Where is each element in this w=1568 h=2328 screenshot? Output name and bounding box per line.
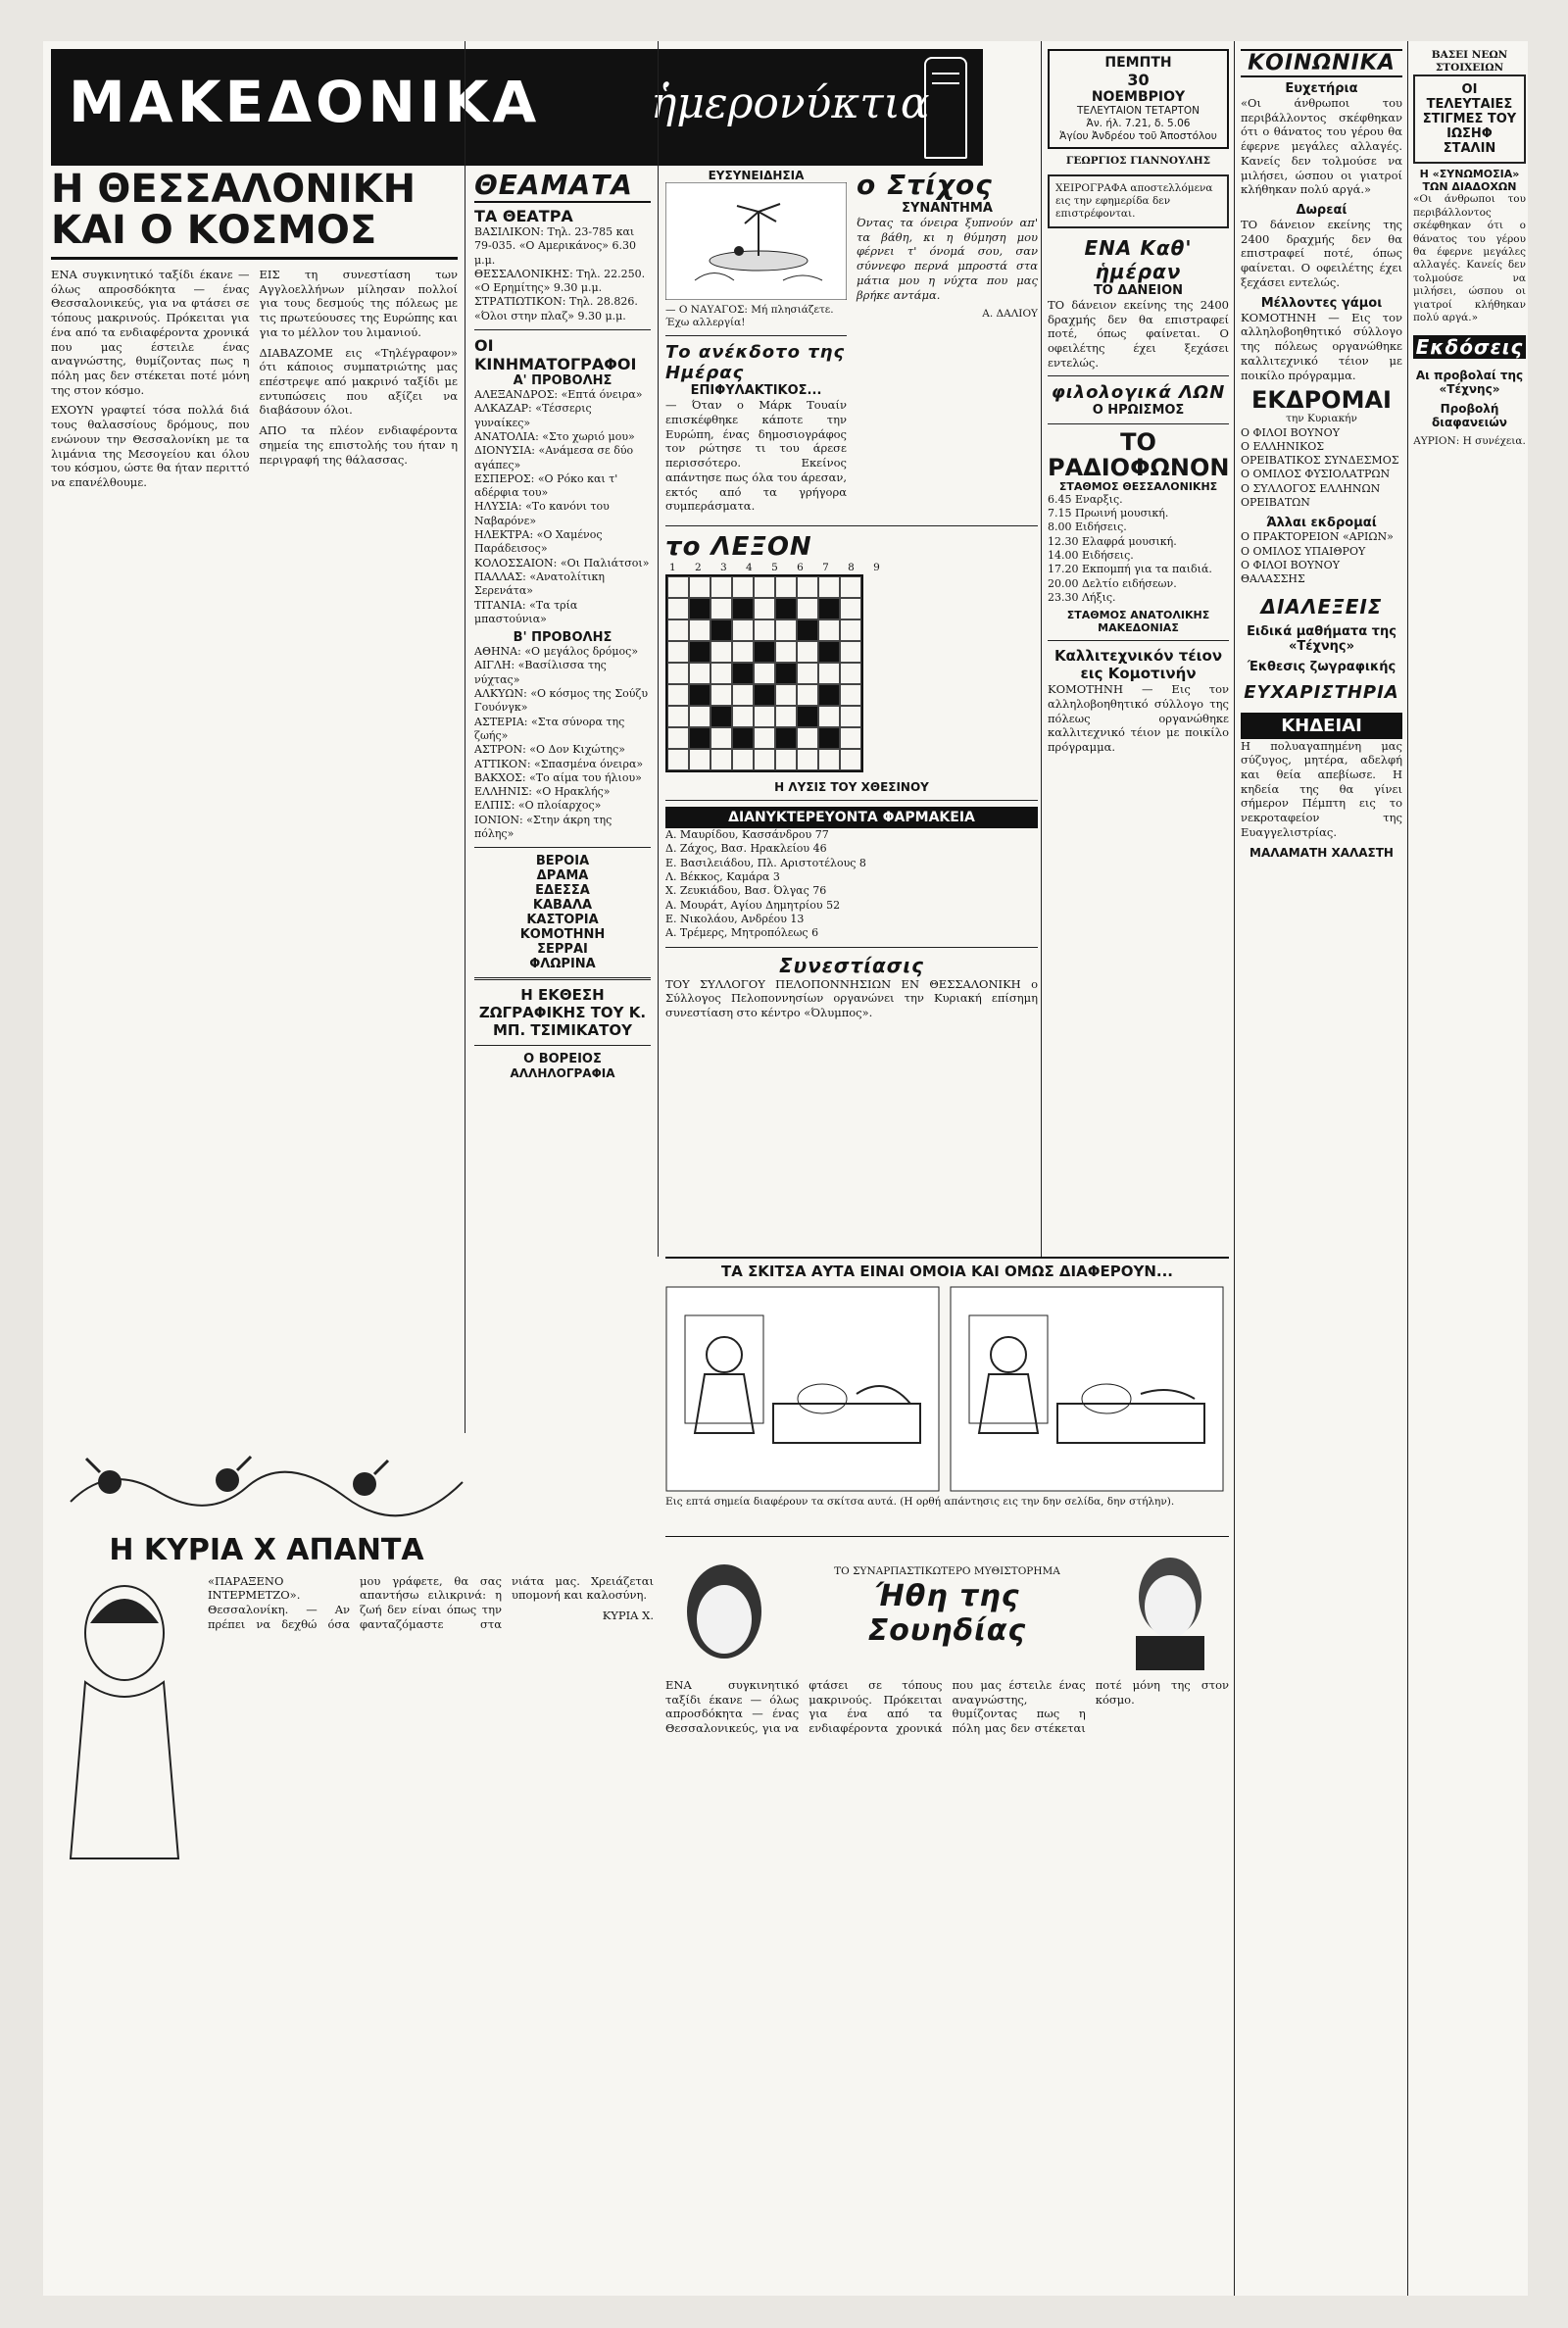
lead-column xyxy=(51,169,458,1433)
lead-headline: Η ΘΕΣΣΑΛΟΝΙΚΗ ΚΑΙ Ο ΚΟΣΜΟΣ xyxy=(51,169,458,260)
theatre-listing: ΣΤΡΑΤΙΩΤΙΚΟΝ: Τηλ. 28.826. «Όλοι στην πλαζ» 9.30 μ.μ. xyxy=(474,295,638,322)
filologika-title: φιλολογικά ΛΩΝ xyxy=(1051,382,1226,404)
masthead xyxy=(51,49,983,166)
castaway-cartoon xyxy=(665,182,847,300)
cinema-listing: ΑΣΤΕΡΙΑ: «Στα σύνορα της ζωής» xyxy=(474,715,625,742)
region-title: ΒΕΡΟΙΑ xyxy=(535,854,590,869)
ekdromai-title: ΕΚΔΡΟΜΑΙ xyxy=(1251,386,1392,415)
kyriaki-title: την Κυριακήν xyxy=(1286,413,1357,425)
radio-time: 23.30 Λήξις. xyxy=(1048,590,1116,604)
dialekseis-title: ΔΙΑΛΕΞΕΙΣ xyxy=(1260,594,1383,619)
ekdromi-item: Ο ΦΙΛΟΙ ΒΟΥΝΟΥ xyxy=(1241,425,1340,439)
pharmacy-item: Ε. Νικολάου, Ανδρέου 13 xyxy=(665,912,805,925)
malamati-name: ΜΑΛΑΜΑΤΗ ΧΑΛΑΣΤΗ xyxy=(1250,845,1394,860)
stixos-title: ο Στίχος xyxy=(857,169,993,201)
exhibition-title: Η ΕΚΘΕΣΗ ΖΩΓΡΑΦΙΚΗΣ ΤΟΥ Κ. ΜΠ. ΤΣΙΜΙΚΑΤΟΥ xyxy=(478,986,647,1040)
koinonika-column xyxy=(1241,49,1402,2284)
column-rule xyxy=(465,41,466,1433)
koinonika-text: ΚΟΜΟΤΗΝΗ — Εις τον αλληλοβοηθητικό σύλλογο της πόλεως οργανώθηκε καλλιτεχνικό τέιον με ποικίλο πρόγραμμα. xyxy=(1241,310,1402,382)
anekdoto-title: Το ανέκδοτο της Ημέρας xyxy=(665,342,846,384)
koinonika-title: ΚΟΙΝΩΝΙΚΑ xyxy=(1241,49,1402,77)
borios-title: Ο ΒΟΡΕΙΟΣ xyxy=(523,1052,602,1067)
sunrise-sunset: Άν. ήλ. 7.21, δ. 5.06 xyxy=(1086,118,1191,130)
lunar-phase: ΤΕΛΕΥΤΑΙΟΝ ΤΕΤΑΡΤΟΝ xyxy=(1077,105,1200,117)
stixos-subtitle: ΣΥΝΑΝΤΗΜΑ xyxy=(902,201,993,216)
white-tower-icon xyxy=(924,57,967,159)
radio-station: ΣΤΑΘΜΟΣ ΘΕΣΣΑΛΟΝΙΚΗΣ xyxy=(1058,479,1218,493)
cinema-listing: ΑΝΑΤΟΛΙΑ: «Στο χωριό μου» xyxy=(474,429,635,443)
koinonika-text: ΤΟ δάνειον εκείνης της 2400 δραχμής δεν θα επιστραφεί ποτέ, όπως φαίνεται. Ο οφειλέτης έχει ξεχάσει εντελώς. xyxy=(1241,218,1402,289)
allilografia-title: ΑΛΛΗΛΟΓΡΑΦΙΑ xyxy=(510,1066,615,1081)
cinema-listing: ΔΙΟΝΥΣΙΑ: «Ανάμεσα σε δύο αγάπες» xyxy=(474,444,634,471)
pharmacy-item: Λ. Βέκκος, Καμάρα 3 xyxy=(665,870,780,884)
eyxetiria-title: Ευχετήρια xyxy=(1285,81,1358,96)
masthead-title: ΜΑΚΕΔΟΝΙΚΑ xyxy=(69,69,541,135)
column-rule xyxy=(1041,41,1042,1257)
ekdromi-item: Ο ΕΛΛΗΝΙΚΟΣ ΟΡΕΙΒΑΤΙΚΟΣ ΣΥΝΔΕΣΜΟΣ xyxy=(1241,439,1399,468)
cinema-listing: ΕΣΠΕΡΟΣ: «Ο Ρόκο και τ' αδέρφια του» xyxy=(474,471,618,500)
masthead-script: ἡμερονύκτια xyxy=(651,78,930,128)
theamata-column xyxy=(474,169,651,1433)
region-title: ΚΟΜΟΤΗΝΗ xyxy=(519,927,606,943)
lead-paragraph: ΔΙΑΒΑΖΟΜΕ εις «Τηλέγραφον» ότι κάποιος συμπατριώτης μας επέστρεψε από μακρινό ταξίδι με εντυπώσεις που αξίζει να διαβάσουν όλοι. xyxy=(259,345,458,418)
stixos-author: Α. ΔΑΛΙΟΥ xyxy=(982,308,1038,321)
cinema-listing: ΠΑΛΛΑΣ: «Ανατολίτικη Σερενάτα» xyxy=(474,570,605,598)
novel-section xyxy=(665,1536,1229,2287)
stalin-text: «Οι άνθρωποι του περιβάλλοντος σκέφθηκαν ότι ο θάνατος του γέρου θα έφερνε μεγάλες αλλαγές. Κανείς δεν τολμούσε να μιλήσει, ώσπου οι γιατροί κλήθηκαν πολύ αργά.» xyxy=(1413,193,1526,324)
kalitexnikon-text: ΚΟΜΟΤΗΝΗ — Εις τον αλληλοβοηθητικό σύλλογο της πόλεως οργανώθηκε καλλιτεχνικό τέιον με ποικίλο πρόγραμμα. xyxy=(1048,682,1229,755)
radio-time: 17.20 Εκπομπή για τα παιδιά. xyxy=(1048,563,1212,576)
stalin-subtitle: ΤΩΝ ΔΙΑΔΟΧΩΝ xyxy=(1422,180,1517,194)
proboli-diafaneion-title: Προβολή διαφανειών xyxy=(1432,401,1507,429)
continued-note: ΑΥΡΙΟΝ: Η συνέχεια. xyxy=(1413,434,1526,447)
novel-man-portrait xyxy=(1111,1543,1229,1670)
cinema-listing: ΤΙΤΑΝΙΑ: «Τα τρία μπαστούνια» xyxy=(474,598,578,625)
sketches-section xyxy=(665,1257,1229,1533)
radio-station: ΣΤΑΘΜΟΣ ΑΝΑΤΟΛΙΚΗΣ ΜΑΚΕΔΟΝΙΑΣ xyxy=(1066,609,1210,635)
region-title: ΦΛΩΡΙΝΑ xyxy=(529,957,596,972)
cinema-listing: ΑΘΗΝΑ: «Ο μεγάλος δρόμος» xyxy=(474,645,639,659)
pharmacy-item: Α. Μουράτ, Αγίου Δημητρίου 52 xyxy=(665,898,841,912)
cartoon-title: ΕΥΣΥΝΕΙΔΗΣΙΑ xyxy=(708,169,805,182)
cartoon-caption: — Ο ΝΑΥΑΓΟΣ: Μή πλησιάζετε. Έχω αλλεργία! xyxy=(665,304,834,329)
synestiasis-text: ΤΟΥ ΣΥΛΛΟΓΟΥ ΠΕΛΟΠΟΝΝΗΣΙΩΝ ΕΝ ΘΕΣΣΑΛΟΝΙΚΗ ο Σύλλογος Πελοποννησίων οργανώνει την Κυριακή επίσημη συνεστίαση στο κέντρο «Όλυμπος». xyxy=(665,976,1038,1019)
cinema-listing: ΙΟΝΙΟΝ: «Στην άκρη της πόλης» xyxy=(474,813,612,840)
saint-day: Ἁγίου Ἀνδρέου τοῦ Ἀποστόλου xyxy=(1059,130,1217,143)
radio-time: 14.00 Ειδήσεις. xyxy=(1048,549,1134,563)
ekdromi-item: Ο ΟΜΙΛΟΣ ΥΠΑΙΘΡΟΥ xyxy=(1241,544,1366,558)
stalin-badge: ΒΑΣΕΙ ΝΕΩΝ ΣΤΟΙΧΕΙΩΝ xyxy=(1431,49,1508,74)
region-title: ΚΑΒΑΛΑ xyxy=(532,898,593,914)
sketches-caption: Εις επτά σημεία διαφέρουν τα σκίτσα αυτά. (Η ορθή απάντησις εις την δην σελίδα, δην στήλην). xyxy=(665,1496,1175,1508)
column-rule xyxy=(658,41,659,1257)
kyria-x-text: «ΠΑΡΑΞΕΝΟ ΙΝΤΕΡΜΕΤΖΟ». Θεσσαλονίκη. — Αν πρέπει να δεχθώ όσα μου γράφετε, θα σας απαντήσω ειλικρινά: η ζωή δεν είναι όπως την φανταζόμαστε στα νιάτα μας. Χρειάζεται υπομονή και καλοσύνη. xyxy=(208,1573,654,1631)
cinema-listing: ΑΣΤΡΟΝ: «Ο Δον Κιχώτης» xyxy=(474,743,626,757)
radio-time: 20.00 Δελτίο ειδήσεων. xyxy=(1048,576,1177,590)
radio-time: 8.00 Ειδήσεις. xyxy=(1048,520,1127,534)
kalitexnikon-title: Καλλιτεχνικόν τέιον εις Κομοτινήν xyxy=(1054,647,1223,683)
theamata-title: ΘΕΑΜΑΤΑ xyxy=(474,169,651,203)
cinema-listing: ΕΛΛΗΝΙΣ: «Ο Ηρακλής» xyxy=(474,785,611,799)
first-run-title: Α' ΠΡΟΒΟΛΗΣ xyxy=(513,373,612,389)
radio-time: 12.30 Ελαφρά μουσική. xyxy=(1048,534,1177,548)
pharmacy-item: Α. Τρέμερς, Μητροπόλεως 6 xyxy=(665,926,819,940)
anekdoto-text: — Όταν ο Μάρκ Τουαίν επισκέφθηκε κάποτε την Ευρώπη, ένας δημοσιογράφος τον ρώτησε τι του άρεσε περισσότερο. Εκείνος απάντησε πως όλα του άρεσαν, εκτός από τα γρήγορα συμπεράσματα. xyxy=(665,398,847,514)
ekdromi-item: Ο ΦΙΛΟΙ ΒΟΥΝΟΥ ΘΑΛΑΣΣΗΣ xyxy=(1241,558,1340,586)
day-number: 30 xyxy=(1127,71,1150,89)
cinema-listing: ΑΙΓΛΗ: «Βασίλισσα της νύχτας» xyxy=(474,659,607,686)
stalin-subtitle: Η «ΣΥΝΩΜΟΣΙΑ» xyxy=(1419,168,1520,181)
column-rule xyxy=(1407,41,1408,2296)
woman-sketch-illustration xyxy=(51,1574,198,1868)
sketch-right xyxy=(950,1286,1224,1492)
pharmacy-item: Χ. Ζευκιάδου, Βασ. Όλγας 76 xyxy=(665,884,827,898)
alles-ekdromai-title: Άλλαι εκδρομαί xyxy=(1266,516,1377,531)
kideiai-title: ΚΗΔΕΙΑΙ xyxy=(1241,713,1402,739)
cinema-listing: ΗΛΥΣΙΑ: «Το κανόνι του Ναβαρόνε» xyxy=(474,500,610,527)
kyria-x-headline: Η ΚΥΡΙΑ Χ ΑΠΑΝΤΑ xyxy=(109,1533,424,1567)
cinema-listing: ΗΛΕΚΤΡΑ: «Ο Χαμένος Παράδεισος» xyxy=(474,528,603,556)
cinema-listing: ΑΛΕΞΑΝΔΡΟΣ: «Επτά όνειρα» xyxy=(474,388,643,402)
novel-title: Ήθη της Σουηδίας xyxy=(867,1578,1027,1648)
novel-woman-portrait xyxy=(665,1543,783,1670)
newspaper-page xyxy=(43,41,1528,2296)
month: ΝΟΕΜΒΡΙΟΥ xyxy=(1091,89,1186,105)
date-box xyxy=(1048,49,1229,149)
kathimeran-title: ΕΝΑ Καθ' ἡμέραν xyxy=(1084,235,1193,283)
lead-paragraph: ΑΠΟ τα πλέον ενδιαφέροντα σημεία της επιστολής του ήταν η περιγραφή της θάλασσας. xyxy=(259,423,458,467)
pharmacies-title: ΔΙΑΝΥΚΤΕΡΕΥΟΝΤΑ ΦΑΡΜΑΚΕΙΑ xyxy=(665,807,1038,828)
region-title: ΔΡΑΜΑ xyxy=(536,868,589,884)
kideiai-text: Η πολυαγαπημένη μας σύζυγος, μητέρα, αδελφή και θεία απεβίωσε. Η κηδεία της θα γίνει σήμερον Πέμπτη εις το νεκροταφείον της Ευαγγελιστρίας. xyxy=(1241,738,1402,839)
cinema-listing: ΕΛΠΙΣ: «Ο πλοίαρχος» xyxy=(474,799,602,813)
column-rule xyxy=(1234,41,1235,2296)
pharmacy-item: Ε. Βασιλειάδου, Πλ. Αριστοτέλους 8 xyxy=(665,856,866,869)
dwrea-title: Δωρεαί xyxy=(1296,203,1348,219)
ekdromi-item: Ο ΣΥΛΛΟΓΟΣ ΕΛΛΗΝΩΝ ΟΡΕΙΒΑΤΩΝ xyxy=(1241,481,1381,510)
cinemas-title: ΟΙ ΚΙΝΗΜΑΤΟΓΡΑΦΟΙ xyxy=(474,336,637,374)
daneion-text: ΤΟ δάνειον εκείνης της 2400 δραχμής δεν θα επιστραφεί ποτέ, όπως φαίνεται. Ο οφειλέτης έχει ξεχάσει εντελώς. xyxy=(1048,297,1229,370)
pharmacy-item: Α. Μαυρίδου, Κασσάνδρου 77 xyxy=(665,828,829,842)
koinonika-text: «Οι άνθρωποι του περιβάλλοντος σκέφθηκαν ότι ο θάνατος του γέρου θα έφερνε μεγάλες αλλαγές. Κανείς δεν τολμούσε να μιλήσει, ώσπου οι γιατροί κλήθηκαν πολύ αργά.» xyxy=(1241,96,1402,197)
lead-paragraph: ΕΧΟΥΝ γραφτεί τόσα πολλά διά τους θαλασσίους δρόμους, που ενώνουν την Θεσσαλονίκη με τα λιμάνια της Μεσογείου και όλου του κόσμου, ώστε θα ήταν περιττό να επανέλθουμε. xyxy=(51,403,250,490)
misc-column xyxy=(665,169,1038,1345)
cinema-listing: ΑΛΚΥΩΝ: «Ο κόσμος της Σούζυ Γουόνγκ» xyxy=(474,687,649,715)
manuscripts-notice: ΧΕΙΡΟΓΡΑΦΑ αποστελλόμενα εις την εφημερίδα δεν επιστρέφονται. xyxy=(1048,174,1229,228)
lead-paragraph: ΕΝΑ συγκινητικό ταξίδι έκανε — όλως απροσδόκητα — ένας Θεσσαλονικεύς, για να φτάσει σε τόπους μακρινούς. Πρόκειται για ένα από τα ενδιαφέροντα χρονικά που μας έστειλε ένας αναγνώστης, θυμίζοντας πως η πόλη μας δεν στέκεται ποτέ μόνη της στον κόσμο. xyxy=(51,268,250,397)
novel-subtitle: ΤΟ ΣΥΝΑΡΠΑΣΤΙΚΩΤΕΡΟ ΜΥΘΙΣΤΟΡΗΜΑ xyxy=(834,1565,1060,1578)
ekdoseis-title: Εκδόσεις xyxy=(1413,335,1526,359)
radio-title: ΤΟ ΡΑΔΙΟΦΩΝΟΝ xyxy=(1048,428,1229,481)
region-title: ΚΑΣΤΟΡΙΑ xyxy=(526,913,599,928)
irwismos-title: Ο ΗΡΩΙΣΜΟΣ xyxy=(1092,403,1185,419)
theatres-title: ΤΑ ΘΕΑΤΡΑ xyxy=(474,207,573,225)
lexon-solution-title: Η ΛΥΣΙΣ ΤΟΥ ΧΘΕΣΙΝΟΥ xyxy=(774,780,929,795)
proboli-title: Αι προβολαί της «Τέχνης» xyxy=(1415,368,1524,396)
cinema-listing: ΑΤΤΙΚΟΝ: «Σπασμένα όνειρα» xyxy=(474,757,644,770)
region-title: ΣΕΡΡΑΙ xyxy=(537,942,588,958)
stalin-headline: ΟΙ ΤΕΛΕΥΤΑΙΕΣ ΣΤΙΓΜΕΣ ΤΟΥ ΙΩΣΗΦ ΣΤΑΛΙΝ xyxy=(1413,74,1526,164)
second-run-title: Β' ΠΡΟΒΟΛΗΣ xyxy=(513,630,612,646)
cinema-listing: ΑΛΚΑΖΑΡ: «Τέσσερις γυναίκες» xyxy=(474,402,592,429)
radio-time: 7.15 Πρωινή μουσική. xyxy=(1048,507,1169,520)
crossword-grid xyxy=(665,574,863,772)
anekdoto-subtitle: ΕΠΙΦΥΛΑΚΤΙΚΟΣ... xyxy=(690,383,822,399)
weekday: ΠΕΜΠΤΗ xyxy=(1104,55,1172,71)
stalin-column xyxy=(1413,49,1526,2284)
pharmacy-item: Δ. Ζάχος, Βασ. Ηρακλείου 46 xyxy=(665,842,827,856)
cinema-listing: ΒΑΚΧΟΣ: «Το αίμα του ήλιου» xyxy=(474,770,642,784)
gamoi-title: Μέλλοντες γάμοι xyxy=(1260,295,1383,311)
ekthesis-title: Έκθεσις ζωγραφικής xyxy=(1247,659,1396,674)
ekdromi-item: Ο ΟΜΙΛΟΣ ΦΥΣΙΟΛΑΤΡΩΝ xyxy=(1241,468,1391,481)
sketches-title: ΤΑ ΣΚΙΤΣΑ ΑΥΤΑ ΕΙΝΑΙ ΟΜΟΙΑ ΚΑΙ ΟΜΩΣ ΔΙΑΦΕΡΟΥΝ... xyxy=(721,1263,1173,1280)
kyria-x-section xyxy=(51,1443,654,2286)
theatre-listing: ΒΑΣΙΛΙΚΟΝ: Τηλ. 23-785 και 79-035. «Ο Αμερικάνος» 6.30 μ.μ. xyxy=(474,225,637,267)
eidika-title: Ειδικά μαθήματα της «Τέχνης» xyxy=(1247,623,1396,654)
lead-paragraph: ΕΙΣ τη συνεστίαση των Αγγλοελλήνων μίλησαν πολλοί για τους δεσμούς της πόλεως με τις πρωτεύουσες της Ευρώπης και για το μέλλον του λιμανιού. xyxy=(259,268,458,339)
region-title: ΕΔΕΣΣΑ xyxy=(535,883,590,899)
ekdromi-item: Ο ΠΡΑΚΤΟΡΕΙΟΝ «ΑΡΙΩΝ» xyxy=(1241,530,1394,544)
info-column xyxy=(1048,49,1229,1274)
stixos-text: Όντας τα όνειρα ξυπνούν απ' τα βάθη, κι η θύμηση μου φέρνει τ' όνομά σου, σαν σύννεφο περνά μπροστά στα μάτια μου η νύχτα που μας βρήκε αντάμα. xyxy=(857,216,1038,302)
euxaristiria-title: ΕΥΧΑΡΙΣΤΗΡΙΑ xyxy=(1244,681,1399,703)
kyria-x-signature: ΚΥΡΙΑ Χ. xyxy=(602,1608,654,1622)
radio-time: 6.45 Εναρξις. xyxy=(1048,492,1123,506)
cherubs-illustration xyxy=(51,1443,482,1531)
sketch-left xyxy=(665,1286,940,1492)
cinema-listing: ΚΟΛΟΣΣΑΙΟΝ: «Οι Παλιάτσοι» xyxy=(474,556,650,570)
theatre-listing: ΘΕΣΣΑΛΟΝΙΚΗΣ: Τηλ. 22.250. «Ο Ερημίτης» 9.30 μ.μ. xyxy=(474,267,646,295)
novel-text: ΕΝΑ συγκινητικό ταξίδι έκανε — όλως απροσδόκητα — ένας Θεσσαλονικεύς, για να φτάσει σε τόπους μακρινούς. Πρόκειται για ένα από τα ενδιαφέροντα χρονικά που μας έστειλε ένας αναγνώστης, θυμίζοντας πως η πόλη μας δεν στέκεται ποτέ μόνη της στον κόσμο. xyxy=(665,1678,1229,1736)
lexon-title: το ΛΕΞΟΝ xyxy=(665,532,812,562)
editor-name: ΓΕΩΡΓΙΟΣ ΓΙΑΝΝΟΥΛΗΣ xyxy=(1065,155,1211,168)
lexon-numbers: 1 2 3 4 5 6 7 8 9 xyxy=(669,562,888,573)
daneion-title: ΤΟ ΔΑΝΕΙΟΝ xyxy=(1093,282,1184,298)
synestiasis-title: Συνεστίασις xyxy=(778,953,925,977)
